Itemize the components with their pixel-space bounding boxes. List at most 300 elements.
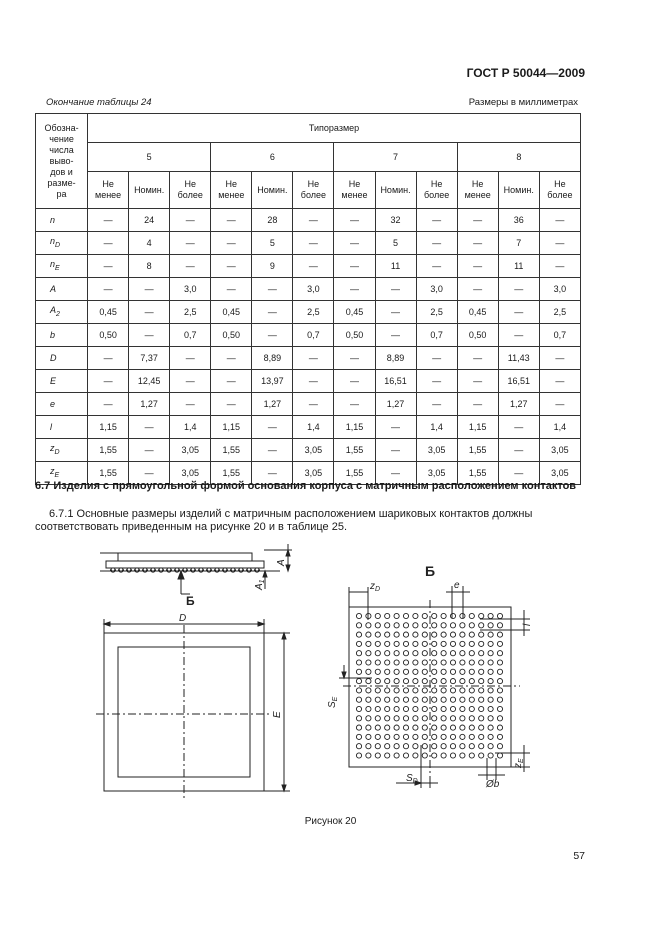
value-cell: — xyxy=(498,439,539,462)
value-cell: 36 xyxy=(498,209,539,232)
header-text-line: Не xyxy=(307,179,320,189)
dim-A-label: A xyxy=(276,559,287,566)
ball-contact xyxy=(432,697,437,702)
parameter-symbol xyxy=(36,324,88,347)
header-text-line: менее xyxy=(341,190,368,200)
ball-contact xyxy=(413,641,418,646)
top-view xyxy=(96,619,290,798)
symbol-text: D xyxy=(50,352,57,363)
value-cell: — xyxy=(170,347,211,370)
value-cell: — xyxy=(252,324,293,347)
ball-contact xyxy=(479,697,484,702)
ball-contact xyxy=(375,716,380,721)
subheader-cell xyxy=(88,172,129,209)
header-text-line: выво- xyxy=(49,155,74,166)
value-cell: — xyxy=(211,393,252,416)
header-text-line: более xyxy=(423,190,450,200)
ball-contact xyxy=(441,679,446,684)
ball-contact xyxy=(403,641,408,646)
ball-contact xyxy=(385,679,390,684)
ball-contact xyxy=(403,744,408,749)
subheader-cell xyxy=(129,172,170,209)
page-number: 57 xyxy=(573,850,585,862)
ball-contact xyxy=(460,623,465,628)
value-cell: — xyxy=(252,301,293,324)
ball-contact xyxy=(394,697,399,702)
value-cell: 11,43 xyxy=(498,347,539,370)
value-cell: 0,50 xyxy=(334,324,375,347)
ball-contact xyxy=(497,716,502,721)
header-row-2 xyxy=(36,143,581,172)
ball-contact xyxy=(422,725,427,730)
subheader-cell xyxy=(416,172,457,209)
header-text-line: Не xyxy=(554,179,566,189)
ball-contact xyxy=(469,716,474,721)
symbol-text: A xyxy=(50,283,57,294)
ball-contact xyxy=(385,641,390,646)
ball-contact xyxy=(413,688,418,693)
value-cell: — xyxy=(457,232,498,255)
ball-contact xyxy=(403,660,408,665)
value-cell: 0,50 xyxy=(457,324,498,347)
ball-contact xyxy=(441,669,446,674)
ball-contact xyxy=(450,641,455,646)
ball-contact xyxy=(460,632,465,637)
ball-contact xyxy=(469,688,474,693)
ball-contact xyxy=(497,688,502,693)
ball-contact xyxy=(375,632,380,637)
dim-A1-label: $A_1$ xyxy=(254,579,266,590)
ball-contact xyxy=(441,697,446,702)
value-cell: 1,55 xyxy=(457,439,498,462)
parameter-symbol xyxy=(36,255,88,278)
symbol-text: z xyxy=(50,442,55,453)
ball-contact xyxy=(385,688,390,693)
value-cell: — xyxy=(334,370,375,393)
value-cell: — xyxy=(211,347,252,370)
ball-contact xyxy=(356,613,361,618)
ball-contact xyxy=(450,734,455,739)
ball-contact xyxy=(460,651,465,656)
value-cell: — xyxy=(416,393,457,416)
figure-20-drawing xyxy=(0,540,661,815)
ball-contact xyxy=(432,632,437,637)
header-text-line: более xyxy=(177,190,203,200)
value-cell: 1,27 xyxy=(498,393,539,416)
value-cell: — xyxy=(129,301,170,324)
ball-contact xyxy=(394,641,399,646)
header-text-line: менее xyxy=(95,190,122,200)
value-cell: 0,7 xyxy=(293,324,334,347)
subheader-cell xyxy=(457,172,498,209)
ball-contact xyxy=(413,613,418,618)
value-cell: — xyxy=(539,370,580,393)
ball-contact xyxy=(385,706,390,711)
ball-contact xyxy=(375,688,380,693)
ball-contact xyxy=(375,613,380,618)
value-cell: 0,45 xyxy=(457,301,498,324)
table-row xyxy=(36,324,581,347)
table-row xyxy=(36,301,581,324)
ball-contact xyxy=(356,669,361,674)
value-cell: — xyxy=(375,301,416,324)
ball-contact xyxy=(497,660,502,665)
subheader-cell xyxy=(375,172,416,209)
ball-contact xyxy=(450,679,455,684)
ball-contact xyxy=(441,725,446,730)
ball-contact xyxy=(432,651,437,656)
subheader-cell xyxy=(539,172,580,209)
value-cell: 1,55 xyxy=(211,462,252,485)
ball-contact xyxy=(403,697,408,702)
symbol-text: e xyxy=(50,398,56,409)
value-cell: 1,55 xyxy=(211,439,252,462)
ball-contact xyxy=(403,679,408,684)
ball-contact xyxy=(375,669,380,674)
ball-contact xyxy=(497,734,502,739)
ball-contact xyxy=(469,669,474,674)
ball-contact xyxy=(385,716,390,721)
ball-contact xyxy=(432,660,437,665)
ball-contact xyxy=(394,753,399,758)
header-text-line: разме- xyxy=(47,177,76,188)
ball-contact xyxy=(432,669,437,674)
ball-contact xyxy=(422,641,427,646)
value-cell: — xyxy=(293,232,334,255)
ball-contact xyxy=(497,679,502,684)
value-cell: — xyxy=(375,416,416,439)
ball-contact xyxy=(479,744,484,749)
value-cell: — xyxy=(498,278,539,301)
dim-SE-label: $S_E$ xyxy=(327,696,339,708)
ball-contact xyxy=(422,660,427,665)
value-cell: — xyxy=(539,255,580,278)
value-cell: — xyxy=(457,370,498,393)
ball-contact xyxy=(356,734,361,739)
value-cell: — xyxy=(334,209,375,232)
parameter-symbol xyxy=(36,278,88,301)
value-cell: 1,4 xyxy=(170,416,211,439)
ball-contact xyxy=(403,623,408,628)
ball-contact xyxy=(479,669,484,674)
ball-contact xyxy=(460,725,465,730)
ball-contact xyxy=(450,623,455,628)
value-cell: 1,27 xyxy=(129,393,170,416)
ball-contact xyxy=(394,688,399,693)
table-row xyxy=(36,393,581,416)
value-cell: — xyxy=(88,370,129,393)
ball-contact xyxy=(497,753,502,758)
value-cell: 1,27 xyxy=(375,393,416,416)
value-cell: — xyxy=(129,324,170,347)
ball-contact xyxy=(479,688,484,693)
header-text-line: Не xyxy=(348,179,361,189)
ball-contact xyxy=(356,623,361,628)
designation-header-cell xyxy=(36,114,88,209)
ball-contact xyxy=(479,660,484,665)
ball-contact xyxy=(479,725,484,730)
value-cell: 5 xyxy=(375,232,416,255)
symbol-text: n xyxy=(50,258,56,269)
ball-contact xyxy=(403,651,408,656)
ball-contact xyxy=(450,744,455,749)
ball-contact xyxy=(403,669,408,674)
value-cell: — xyxy=(170,232,211,255)
ball-contact xyxy=(432,613,437,618)
value-cell: 3,0 xyxy=(539,278,580,301)
parameter-symbol xyxy=(36,370,88,393)
ball-contact xyxy=(488,753,493,758)
header-text-line: числа xyxy=(49,144,74,155)
size-header-cell: Типоразмер xyxy=(88,114,581,143)
ball-contact xyxy=(469,613,474,618)
ball-contact xyxy=(432,641,437,646)
dim-b-label: Øb xyxy=(486,779,500,790)
ball-contact xyxy=(488,679,493,684)
ball-contact xyxy=(366,623,371,628)
ball-contact xyxy=(403,725,408,730)
ball-contact xyxy=(394,706,399,711)
ball-contact xyxy=(460,706,465,711)
header-text-line: менее xyxy=(218,190,245,200)
ball-contact xyxy=(356,688,361,693)
ball-contact xyxy=(422,744,427,749)
value-cell: 3,05 xyxy=(170,439,211,462)
ball-contact xyxy=(450,660,455,665)
value-cell: 3,05 xyxy=(293,439,334,462)
ball-contact xyxy=(403,632,408,637)
value-cell: — xyxy=(457,255,498,278)
ball-contact xyxy=(488,641,493,646)
value-cell: — xyxy=(375,324,416,347)
ball-contact xyxy=(488,623,493,628)
value-cell: — xyxy=(129,278,170,301)
ball-contact xyxy=(441,660,446,665)
dim-zE-label: $z_E$ xyxy=(513,758,525,768)
header-row-3 xyxy=(36,172,581,209)
ball-contact xyxy=(413,744,418,749)
value-cell: 1,4 xyxy=(539,416,580,439)
ball-contact xyxy=(469,641,474,646)
value-cell: 1,15 xyxy=(88,416,129,439)
header-text-line: Не xyxy=(430,179,443,189)
value-cell: — xyxy=(416,209,457,232)
value-cell: — xyxy=(457,278,498,301)
ball-contact xyxy=(394,651,399,656)
ball-contact xyxy=(366,632,371,637)
value-cell: — xyxy=(88,393,129,416)
value-cell: 32 xyxy=(375,209,416,232)
value-cell: 1,55 xyxy=(88,439,129,462)
ball-contact xyxy=(385,669,390,674)
ball-contact xyxy=(422,734,427,739)
value-cell: — xyxy=(88,347,129,370)
ball-contact xyxy=(375,725,380,730)
ball-contact xyxy=(375,660,380,665)
value-cell: — xyxy=(293,347,334,370)
value-cell: 2,5 xyxy=(293,301,334,324)
ball-contact xyxy=(422,706,427,711)
parameter-symbol xyxy=(36,301,88,324)
ball-contact xyxy=(488,632,493,637)
symbol-text: b xyxy=(50,329,56,340)
ball-contact xyxy=(422,753,427,758)
value-cell: — xyxy=(498,324,539,347)
value-cell: — xyxy=(539,347,580,370)
ball-contact xyxy=(366,744,371,749)
ball-contact xyxy=(356,706,361,711)
value-cell: — xyxy=(334,232,375,255)
ball-contact xyxy=(469,632,474,637)
parameter-symbol xyxy=(36,209,88,232)
ball-contact xyxy=(441,706,446,711)
ball-contact xyxy=(450,651,455,656)
value-cell: — xyxy=(334,347,375,370)
ball-contact xyxy=(394,679,399,684)
ball-contact xyxy=(422,651,427,656)
ball-contact xyxy=(488,734,493,739)
header-text-line: Не xyxy=(184,179,196,189)
value-cell: — xyxy=(539,393,580,416)
value-cell: — xyxy=(498,462,539,485)
document-header: ГОСТ Р 50044—2009 xyxy=(466,66,585,80)
header-text-line: более xyxy=(547,190,573,200)
parameter-symbol xyxy=(36,393,88,416)
ball-contact xyxy=(479,734,484,739)
arrow-B-label: Б xyxy=(186,594,195,608)
ball-contact xyxy=(366,688,371,693)
value-cell: — xyxy=(498,301,539,324)
ball-contact xyxy=(394,613,399,618)
dim-e-label: e xyxy=(454,580,460,591)
value-cell: — xyxy=(457,347,498,370)
ball-contact xyxy=(469,697,474,702)
ball-contact xyxy=(385,651,390,656)
symbol-text: n xyxy=(50,235,56,246)
ball-contact xyxy=(497,651,502,656)
symbol-subscript: 2 xyxy=(56,310,60,318)
view-B-label: Б xyxy=(425,563,436,579)
symbol-text: n xyxy=(50,214,56,225)
ball-contact xyxy=(441,651,446,656)
table-row xyxy=(36,278,581,301)
ball-contact xyxy=(375,679,380,684)
table-row xyxy=(36,232,581,255)
value-cell: — xyxy=(252,278,293,301)
value-cell: — xyxy=(170,370,211,393)
ball-contact xyxy=(356,632,361,637)
figure-caption: Рисунок 20 xyxy=(304,816,357,827)
ball-contact xyxy=(441,753,446,758)
ball-contact xyxy=(488,688,493,693)
table-row xyxy=(36,209,581,232)
value-cell: — xyxy=(88,232,129,255)
ball-contact xyxy=(394,632,399,637)
ball-contact xyxy=(488,651,493,656)
ball-contact xyxy=(375,734,380,739)
dim-SD-label: $S_D$ xyxy=(406,773,418,785)
value-cell: 28 xyxy=(252,209,293,232)
value-cell: — xyxy=(252,439,293,462)
value-cell: 0,45 xyxy=(334,301,375,324)
header-text-line: ра xyxy=(56,188,67,199)
value-cell: 0,45 xyxy=(211,301,252,324)
ball-contact xyxy=(441,688,446,693)
ball-contact xyxy=(460,744,465,749)
ball-contact xyxy=(469,679,474,684)
value-cell: 1,55 xyxy=(334,462,375,485)
ball-contact xyxy=(479,623,484,628)
value-cell: 8,89 xyxy=(375,347,416,370)
ball-contact xyxy=(488,613,493,618)
ball-contact xyxy=(366,734,371,739)
value-cell: 0,7 xyxy=(539,324,580,347)
ball-contact xyxy=(450,613,455,618)
ball-contact xyxy=(385,660,390,665)
value-cell: — xyxy=(416,347,457,370)
ball-contact xyxy=(375,753,380,758)
table-row xyxy=(36,439,581,462)
ball-contact xyxy=(450,716,455,721)
ball-contact xyxy=(394,623,399,628)
ball-contact xyxy=(497,697,502,702)
value-cell: — xyxy=(129,462,170,485)
value-cell: 13,97 xyxy=(252,370,293,393)
ball-contact xyxy=(450,669,455,674)
ball-contact xyxy=(403,706,408,711)
ball-contact xyxy=(441,734,446,739)
header-text-line: Не xyxy=(102,179,114,189)
ball-contact xyxy=(432,688,437,693)
ball-contact xyxy=(413,753,418,758)
value-cell: — xyxy=(129,416,170,439)
ball-contact xyxy=(469,651,474,656)
ball-contact xyxy=(479,651,484,656)
value-cell: 8 xyxy=(129,255,170,278)
ball-contact xyxy=(432,679,437,684)
value-cell: 1,27 xyxy=(252,393,293,416)
ball-contact xyxy=(460,697,465,702)
value-cell: — xyxy=(211,209,252,232)
header-text-line: менее xyxy=(464,190,491,200)
ball-contact xyxy=(356,651,361,656)
header-text-line: Не xyxy=(225,179,238,189)
ball-contact xyxy=(497,725,502,730)
ball-contact xyxy=(441,613,446,618)
ball-contact xyxy=(441,641,446,646)
value-cell: 2,5 xyxy=(539,301,580,324)
header-text-line: более xyxy=(300,190,327,200)
header-text-line: Обозна- xyxy=(44,122,79,133)
ball-contact xyxy=(422,669,427,674)
dim-zD-label: $z_D$ xyxy=(370,581,381,593)
ball-contact xyxy=(394,734,399,739)
ball-contact xyxy=(422,632,427,637)
ball-contact xyxy=(460,753,465,758)
size-cell: 8 xyxy=(457,143,580,172)
value-cell: — xyxy=(334,255,375,278)
ball-contact xyxy=(450,725,455,730)
value-cell: 8,89 xyxy=(252,347,293,370)
ball-contact xyxy=(488,660,493,665)
header-text-line: чение xyxy=(49,133,74,144)
value-cell: — xyxy=(211,255,252,278)
value-cell: — xyxy=(88,255,129,278)
value-cell: — xyxy=(252,462,293,485)
value-cell: — xyxy=(252,416,293,439)
table-row xyxy=(36,255,581,278)
ball-contact xyxy=(356,697,361,702)
